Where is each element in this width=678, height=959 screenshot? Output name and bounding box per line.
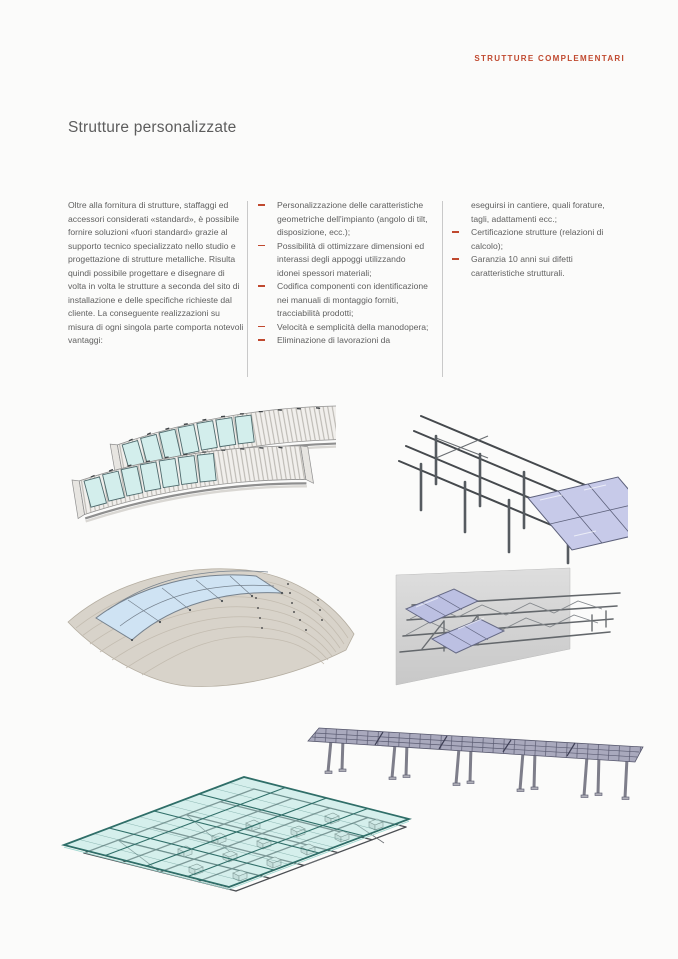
benefit-text: Eliminazione di lavorazioni da — [277, 335, 391, 345]
benefit-item-continuation — [452, 199, 624, 226]
barrel-roof-panel-array-illustration — [56, 560, 361, 692]
column-divider — [442, 201, 443, 377]
dash-bullet-icon — [258, 285, 265, 287]
dash-bullet-icon — [258, 245, 265, 247]
benefit-text: Certificazione strutture (relazioni di calcolo); — [471, 227, 604, 251]
page-title: Strutture personalizzate — [68, 119, 237, 136]
benefit-text: Possibilità di ottimizzare dimensioni ed interassi degli appoggi utilizzando idonei spessori materiali; — [277, 240, 425, 278]
benefit-item — [258, 240, 430, 281]
benefit-item — [258, 321, 430, 335]
benefit-text: Garanzia 10 anni sui difetti caratteristiche strutturali. — [471, 254, 573, 278]
benefit-text: Personalizzazione delle caratteristiche geometriche dell'impianto (angolo di tilt, disposizione, ecc.); — [277, 200, 428, 237]
flat-roof-truss-illustration — [392, 563, 630, 703]
dash-bullet-icon — [258, 339, 265, 341]
column-divider — [247, 201, 248, 377]
glass-canopy-illustration — [54, 757, 426, 899]
curved-double-vault-canopy-illustration — [68, 393, 336, 551]
ground-mount-rack-illustration — [388, 400, 628, 566]
benefit-text: eseguirsi in cantiere, quali forature, tagli, adattamenti ecc.; — [471, 200, 605, 224]
dash-bullet-icon — [452, 231, 459, 233]
intro-paragraph: Oltre alla fornitura di strutture, staffaggi ed accessori considerati «standard», è possibile fornire soluzioni «fuori standard» grazie al supporto tecnico specializzato nello studio e progettazione di strutture metalliche. Risulta quindi possibile progettare e disegnare di volta in volta le strutture a seconda del sito di installazione e delle specifiche richieste dal cliente. La conseguente realizzazioni su misura di ogni singola parte comporta notevoli vantaggi: — [68, 200, 244, 345]
benefit-item — [258, 334, 430, 348]
benefit-item — [258, 280, 430, 321]
benefits-list-right — [452, 199, 624, 280]
benefit-item — [452, 253, 624, 280]
benefit-text: Velocità e semplicità della manodopera; — [277, 321, 429, 332]
dash-bullet-icon — [452, 258, 459, 260]
dash-bullet-icon — [258, 326, 265, 328]
benefit-item — [258, 199, 430, 240]
benefit-text: Codifica componenti con identificazione nei manuali di montaggio forniti, tracciabilità prodotti; — [277, 281, 428, 318]
section-eyebrow: STRUTTURE COMPLEMENTARI — [474, 54, 625, 63]
benefit-item — [452, 226, 624, 253]
dash-bullet-icon — [258, 204, 265, 206]
benefits-list-middle — [258, 199, 430, 348]
